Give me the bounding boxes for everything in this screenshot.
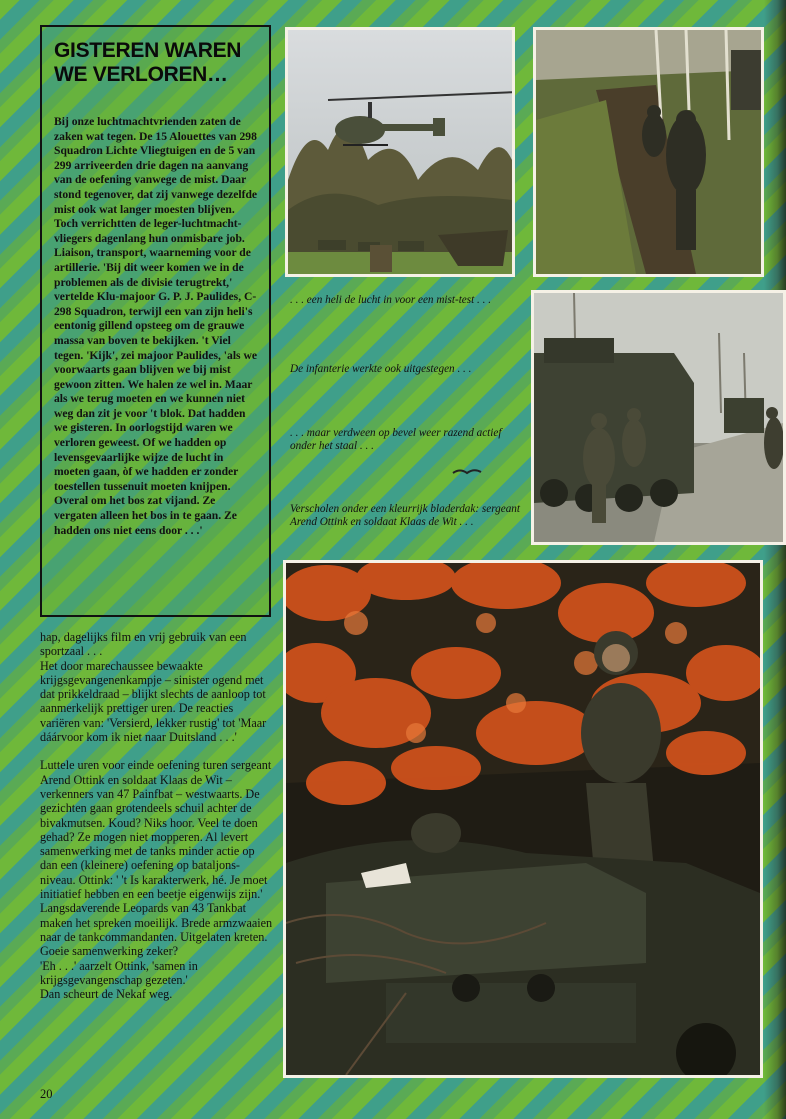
- tank-image: [534, 293, 783, 542]
- photo-helicopter: [285, 27, 515, 277]
- helicopter-image: [288, 30, 512, 274]
- sidebar-body-text: Bij onze luchtmachtvrienden zaten de zaken wat tegen. De 15 Alouettes van 298 Squadron Lichte Vliegtuigen en de 5 van 299 arriveerden drie dagen na aanvang van de oefening vanwege de mist. Daar stond tegenover, dat zij vanwege dezelfde mist ook wat langer moesten blijven. Toch verrichtten de leger-luchtmacht-vliegers dagenlang hun onmisbare job. Liaison, transport, waarneming voor de artillerie. 'Bij dit weer komen we in de problemen als de divisie terugtrekt,' vertelde Klu-majoor G. P. J. Paulides, C-298 Squadron, terwijl een van zijn heli's eentonig gillend opsteeg om de grauwe massa van boven te bekijken. 't Viel tegen. 'Kijk', zei majoor Paulides, 'als we voorwaarts gaan blijven we bij mist gewoon zitten. We halen ze wel in. Maar als we terug moeten en we kunnen niet weg dan zit je voor 't blok. Dat hadden we gisteren. In oorlogstijd waren we verloren geweest. Of we hadden op levensgevaarlijke wijze de lucht in moeten gaan, òf we hadden er zonder toestellen tussenuit moeten knijpen. Overal om het bos zat vijand. Ze vergaten alleen het bos in te gaan. Ze hadden ons niet eens door . . .': [54, 115, 258, 537]
- sidebar-article-box: [40, 25, 271, 617]
- caption-leaf-canopy: Verscholen onder een kleurrijk bladerdak: sergeant Arend Ottink en soldaat Klaas de Wit . . .: [290, 503, 521, 529]
- photo-jeep-autumn: [283, 560, 763, 1078]
- sidebar-title-line-1: GISTEREN WAREN: [54, 39, 242, 62]
- photo-armored-vehicle: [531, 290, 786, 545]
- ditch-image: [536, 30, 761, 274]
- bird-ornament-icon: [452, 467, 482, 477]
- jeep-image: [286, 563, 760, 1075]
- body-paragraph-2: Luttele uren voor einde oefening turen sergeant Arend Ottink en soldaat Klaas de Wit – verkenners van 47 Painfbat – westwaarts. De gezichten gaan grotendeels schuil achter de bivakmutsen. Koud? Niks hoor. Veel te doen gehad? Ze mogen niet mopperen. Al levert samenwerking met de tanks minder actie op dan een (kleinere) oefening op bataljons-niveau. Ottink: ' 't Is karakterwerk, hé. Je moet initiatief hebben en een beetje eigenwijs zijn.' Langsdaverende Leopards van 43 Tankbat maken het spreken moeilijk. Brede armzwaaien naar de tankcommandanten. Uitgelaten kreten. Goeie samenwerking zeker? 'Eh . . .' aarzelt Ottink, 'samen in krijgsgevangenschap gezeten.' Dan scheurt de Nekaf weg.: [40, 758, 273, 1002]
- sidebar-title-line-2: WE VERLOREN…: [54, 63, 228, 86]
- article-body: [40, 630, 275, 1001]
- page-number: 20: [40, 1087, 53, 1101]
- sidebar-title: [54, 39, 259, 87]
- caption-helicopter: . . . een heli de lucht in voor een mist-test . . .: [290, 294, 492, 306]
- caption-infantry: De infanterie werkte ook uitgestegen . . .: [290, 363, 472, 375]
- body-paragraph-1: hap, dagelijks film en vrij gebruik van een sportzaal . . . Het door marechaussee bewaakte krijgsgevangenenkampje – sinister ogend met dat prikkeldraad – blijkt slechts de aanloop tot aanmerkelijk prettiger uren. De reacties variëren van: 'Versierd, lekker rustig' tot 'Maar dáárvoor kom ik niet naar Duitsland . . .': [40, 630, 267, 745]
- page-binding-shadow: [764, 0, 786, 1119]
- photo-soldiers-ditch: [533, 27, 764, 277]
- caption-under-steel: . . . maar verdween op bevel weer razend actief onder het staal . . .: [290, 427, 502, 453]
